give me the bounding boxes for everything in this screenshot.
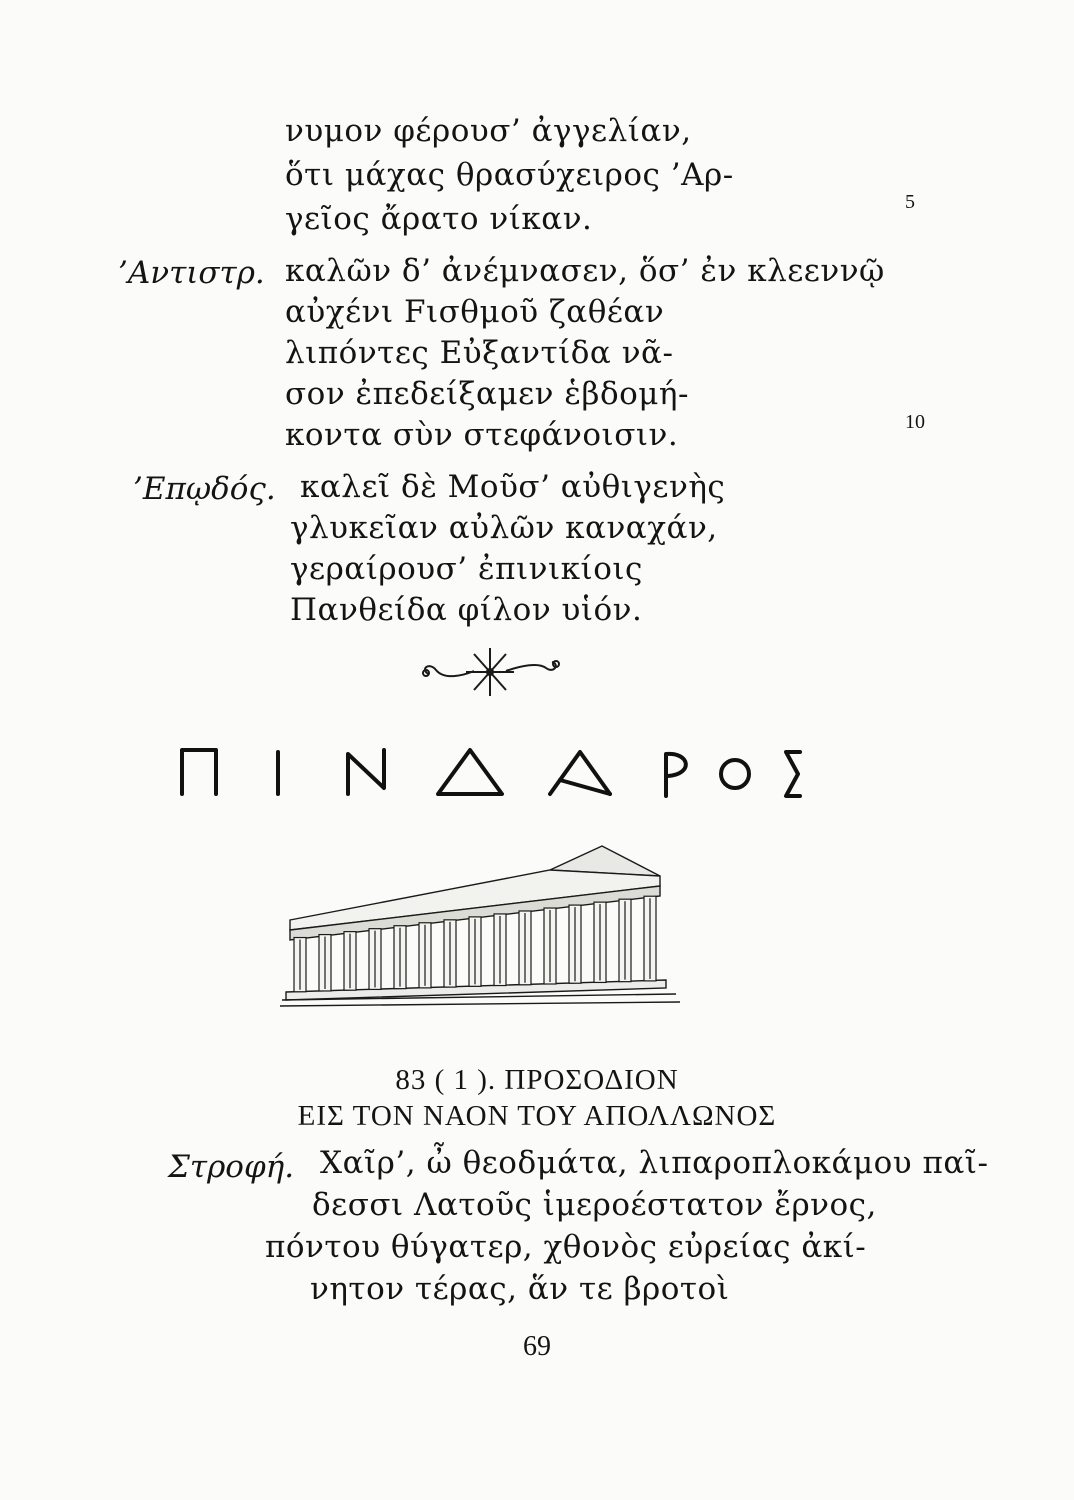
page-number: 69 xyxy=(523,1331,551,1362)
poem-number-heading: 83 ( 1 ). ΠΡΟΣΟΔΙΟΝ xyxy=(395,1064,679,1096)
verse-line: πόντου θύγατερ, χθονὸς εὐρείας ἀκί- xyxy=(265,1229,867,1265)
ornament-divider xyxy=(410,640,570,702)
strophe-label: Στροφή. xyxy=(168,1149,295,1185)
verse-line: αὐχένι Fισθμοῦ ζαθέαν xyxy=(285,294,665,330)
verse-line: δεσσι Λατοῦς ἱμεροέστατον ἔρνος, xyxy=(312,1187,877,1223)
verse-line: κοντα σὺν στεφάνοισιν. xyxy=(285,417,679,453)
verse-line: ὅτι μάχας θρασύχειρος ’Αρ- xyxy=(285,157,734,193)
title-pindaros xyxy=(170,740,810,802)
verse-line: σον ἐπεδείξαμεν ἑβδομή- xyxy=(285,376,689,412)
epode-label: ’Επῳδός. xyxy=(133,471,276,507)
verse-line: γλυκεῖαν αὐλῶν καναχάν, xyxy=(290,510,718,546)
verse-line: λιπόντες Εὐξαντίδα νᾶ- xyxy=(285,335,674,371)
verse-line: καλεῖ δὲ Μοῦσ’ αὐθιγενὴς xyxy=(300,469,726,505)
verse-line: Πανθείδα φίλον υἱόν. xyxy=(290,592,643,628)
line-number: 5 xyxy=(905,191,915,213)
verse-line: γεραίρουσ’ ἐπινικίοις xyxy=(290,551,643,587)
line-number: 10 xyxy=(905,411,925,433)
poem-subtitle: ΕΙΣ ΤΟΝ ΝΑΟΝ ΤΟΥ ΑΠΟΛΛΩΝΟΣ xyxy=(297,1100,777,1132)
antistrophe-label: ’Αντιστρ. xyxy=(118,255,265,291)
verse-line: νητον τέρας, ἅν τε βροτοὶ xyxy=(310,1271,730,1307)
verse-line: Χαῖρ’, ὦ θεοδμάτα, λιπαροπλοκάμου παῖ- xyxy=(320,1145,989,1181)
temple-illustration xyxy=(280,840,700,1010)
verse-line: νυμον φέρουσ’ ἀγγελίαν, xyxy=(285,113,692,149)
verse-line: καλῶν δ’ ἀνέμνασεν, ὅσ’ ἐν κλεεννῷ xyxy=(285,253,885,289)
verse-line: γεῖος ἄρατο νίκαν. xyxy=(285,201,593,237)
